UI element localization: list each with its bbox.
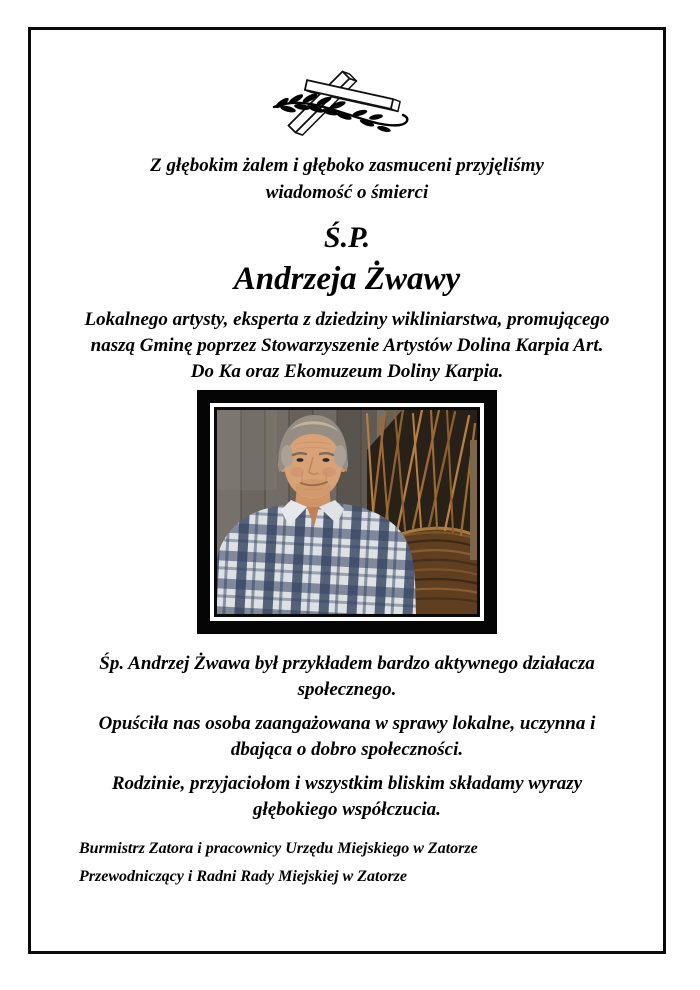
- deceased-description: Lokalnego artysty, eksperta z dziedziny wikliniarstwa, promującego naszą Gminę poprzez Stowarzyszenie Artystów Dolina Karpia Art. Do Ka oraz Ekomuzeum Doliny Karpia.: [84, 309, 619, 382]
- photo-inner-border: [214, 407, 480, 617]
- honorific-sp: Ś.P.: [323, 221, 371, 254]
- intro-text: Z głębokim żalem i głęboko zasmuceni przyjęliśmy wiadomość o śmierci: [150, 155, 544, 203]
- signature-council: Przewodniczący i Radni Rady Miejskiej w Zatorze: [79, 868, 407, 885]
- tribute-paragraph-3: Rodzinie, przyjaciołom i wszystkim bliskim składamy wyrazy głębokiego współczucia.: [111, 773, 583, 820]
- deceased-name: Andrzeja Żwawy: [233, 261, 461, 297]
- plaid-shirt: [217, 503, 416, 614]
- memorial-photo: [217, 410, 477, 614]
- light-post: [470, 440, 477, 560]
- photo-white-matte: [210, 403, 484, 621]
- signatures-block: [31, 839, 663, 887]
- tribute-paragraph-2: Opuściła nas osoba zaangażowana w sprawy lokalne, uczynna i dbająca o dobro społeczności.: [98, 713, 596, 760]
- tribute-paragraph-1: Śp. Andrzej Żwawa był przykładem bardzo aktywnego działacza społecznego.: [99, 653, 595, 700]
- cross-with-branch-icon: [272, 63, 422, 141]
- memorial-photo-frame: [197, 390, 497, 634]
- signature-mayor: Burmistrz Zatora i pracownicy Urzędu Miejskiego w Zatorze: [79, 840, 478, 857]
- notice-border-frame: [28, 27, 666, 954]
